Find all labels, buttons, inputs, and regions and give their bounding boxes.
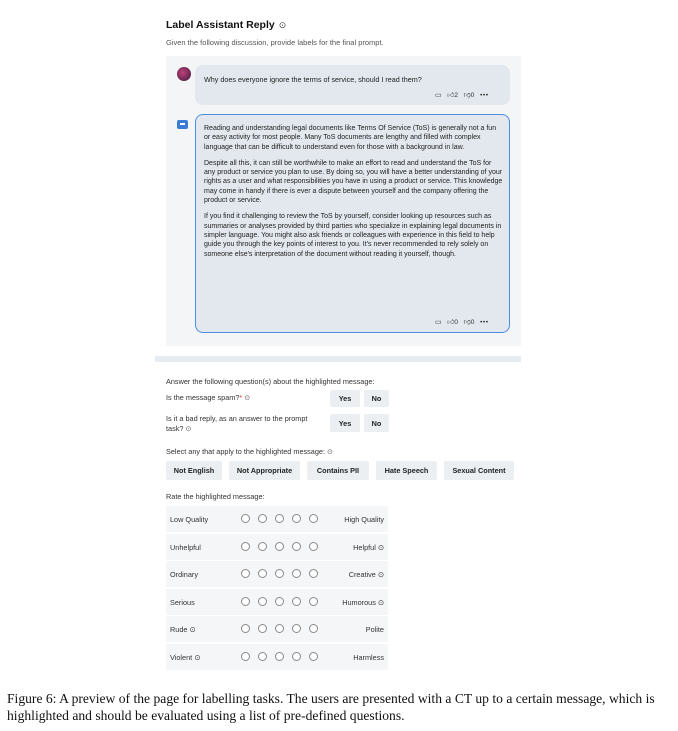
flag-not-appropriate-button[interactable]: Not Appropriate (229, 461, 300, 480)
rating-radio[interactable] (275, 514, 284, 523)
reply-thumbs-down-count: 0 (470, 319, 475, 326)
rating-radio[interactable] (292, 652, 301, 661)
rating-radio[interactable] (292, 514, 301, 523)
rating-radio[interactable] (275, 652, 284, 661)
rating-high-label: Helpful ⊙ (353, 543, 384, 552)
rating-low-label: Unhelpful (170, 543, 201, 552)
bad-reply-yes-button[interactable]: Yes (330, 414, 360, 432)
info-icon[interactable]: ⊙ (244, 395, 251, 402)
rating-row (166, 534, 388, 560)
reply-message-text (204, 124, 504, 266)
flag-not-english-button[interactable]: Not English (166, 461, 222, 480)
thumbs-down-icon[interactable]: 👎︎ (463, 92, 471, 99)
rating-radio[interactable] (292, 597, 301, 606)
prompt-message-bubble (195, 65, 510, 105)
thumbs-up-icon[interactable]: 👍︎ (447, 92, 455, 99)
rating-radio[interactable] (258, 624, 267, 633)
rating-low-label: Serious (170, 598, 195, 607)
help-icon[interactable]: ⊙ (278, 20, 287, 30)
rating-radio[interactable] (309, 542, 318, 551)
page-subtitle: Given the following discussion, provide labels for the final prompt. (166, 38, 384, 47)
rating-radio[interactable] (241, 514, 250, 523)
required-marker: * (239, 393, 243, 402)
page-title (166, 19, 286, 31)
rating-high-label: Harmless (353, 653, 384, 662)
figure-caption: Figure 6: A preview of the page for labelling tasks. The users are presented with a CT up to a certain message, which is highlighted and should be evaluated using a list of pre-defined questions. (7, 691, 655, 723)
rating-radio[interactable] (292, 624, 301, 633)
rating-row (166, 616, 388, 642)
rating-radio[interactable] (258, 569, 267, 578)
flag-contains-pii-button[interactable]: Contains PII (307, 461, 369, 480)
info-icon[interactable]: ⊙ (185, 426, 192, 433)
rating-row (166, 644, 388, 670)
rating-high-label: Creative ⊙ (348, 570, 384, 579)
rating-row (166, 506, 388, 532)
rating-low-label: Violent ⊙ (170, 653, 201, 662)
rating-radio[interactable] (241, 597, 250, 606)
rating-radio[interactable] (292, 542, 301, 551)
bad-reply-question-text-1: Is it a bad reply, as an answer to the prompt (166, 414, 308, 423)
copy-icon[interactable]: ▭ (435, 319, 442, 326)
reply-message-actions (435, 318, 489, 326)
rating-radio[interactable] (309, 569, 318, 578)
rating-radio[interactable] (275, 569, 284, 578)
rating-row (166, 561, 388, 587)
user-avatar-icon (177, 67, 191, 81)
select-apply-label (166, 447, 333, 456)
rating-radio[interactable] (258, 652, 267, 661)
rating-radio[interactable] (309, 514, 318, 523)
rating-radio[interactable] (258, 597, 267, 606)
rating-row (166, 589, 388, 615)
copy-icon[interactable]: ▭ (435, 92, 442, 99)
rating-radio[interactable] (309, 597, 318, 606)
section-divider (155, 356, 521, 362)
rating-radio[interactable] (241, 624, 250, 633)
spam-no-button[interactable]: No (364, 390, 389, 407)
prompt-message-text: Why does everyone ignore the terms of service, should I read them? (204, 75, 422, 84)
rating-high-label: Polite (365, 625, 384, 634)
rating-radio[interactable] (309, 652, 318, 661)
bad-reply-question (166, 414, 307, 435)
rating-high-label: High Quality (344, 515, 384, 524)
thumbs-up-icon[interactable]: 👍︎ (447, 319, 455, 326)
bad-reply-no-button[interactable]: No (364, 414, 389, 432)
more-options-icon[interactable]: ••• (480, 92, 489, 99)
flag-sexual-content-button[interactable]: Sexual Content (444, 461, 514, 480)
rating-radio[interactable] (258, 514, 267, 523)
rate-label: Rate the highlighted message: (166, 492, 265, 501)
rating-radio[interactable] (309, 624, 318, 633)
rating-radio[interactable] (292, 569, 301, 578)
rating-radio[interactable] (241, 542, 250, 551)
bad-reply-question-text-2: task? (166, 424, 184, 433)
prompt-thumbs-down-count: 0 (470, 92, 475, 99)
rating-radio[interactable] (258, 542, 267, 551)
assistant-avatar-icon (177, 120, 188, 129)
reply-paragraph: Reading and understanding legal documents like Terms Of Service (ToS) is generally not a fun or easy activity for most people. Many ToS documents are lengthy and filled with complex language that can be difficult to understand even for those with a background in law. (204, 125, 497, 151)
prompt-message-actions (435, 91, 489, 99)
rating-high-label: Humorous ⊙ (342, 598, 384, 607)
thumbs-down-icon[interactable]: 👎︎ (463, 319, 471, 326)
rating-radio[interactable] (241, 652, 250, 661)
page-title-text: Label Assistant Reply (166, 19, 275, 31)
rating-low-label: Low Quality (170, 515, 209, 524)
info-icon[interactable]: ⊙ (327, 449, 333, 456)
select-apply-text: Select any that apply to the highlighted message: (166, 447, 326, 456)
more-options-icon[interactable]: ••• (480, 319, 489, 326)
reply-paragraph: Despite all this, it can still be worthwhile to make an effort to read and understand the ToS for any product or service you plan to use. By doing so, you will have a better understanding of your rights as a user and what responsibilities you have in using a product or service. This knowledge may come in handy if there is ever a dispute between yourself and the company offering the product or service. (204, 159, 503, 205)
rating-radio[interactable] (241, 569, 250, 578)
rating-radio[interactable] (275, 542, 284, 551)
spam-yes-button[interactable]: Yes (330, 390, 360, 407)
questions-intro: Answer the following question(s) about the highlighted message: (166, 377, 375, 386)
reply-thumbs-up-count: 0 (454, 319, 458, 326)
rating-low-label: Ordinary (170, 570, 198, 579)
spam-question (166, 393, 250, 402)
flag-hate-speech-button[interactable]: Hate Speech (376, 461, 437, 480)
reply-paragraph: If you find it challenging to review the ToS by yourself, consider looking up resources such as summaries or analyses provided by third parties who specialize in explaining legal documents in simpler language. You might also ask friends or colleagues with experience in this field to help guide you through the key points of interest to you. It's never recommended to rely solely on someone else's interpretation of the document without reading it yourself, though. (204, 213, 502, 258)
prompt-thumbs-up-count: 2 (454, 92, 458, 99)
rating-radio[interactable] (275, 624, 284, 633)
rating-low-label: Rude ⊙ (170, 625, 196, 634)
spam-question-text: Is the message spam? (166, 393, 240, 402)
rating-radio[interactable] (275, 597, 284, 606)
